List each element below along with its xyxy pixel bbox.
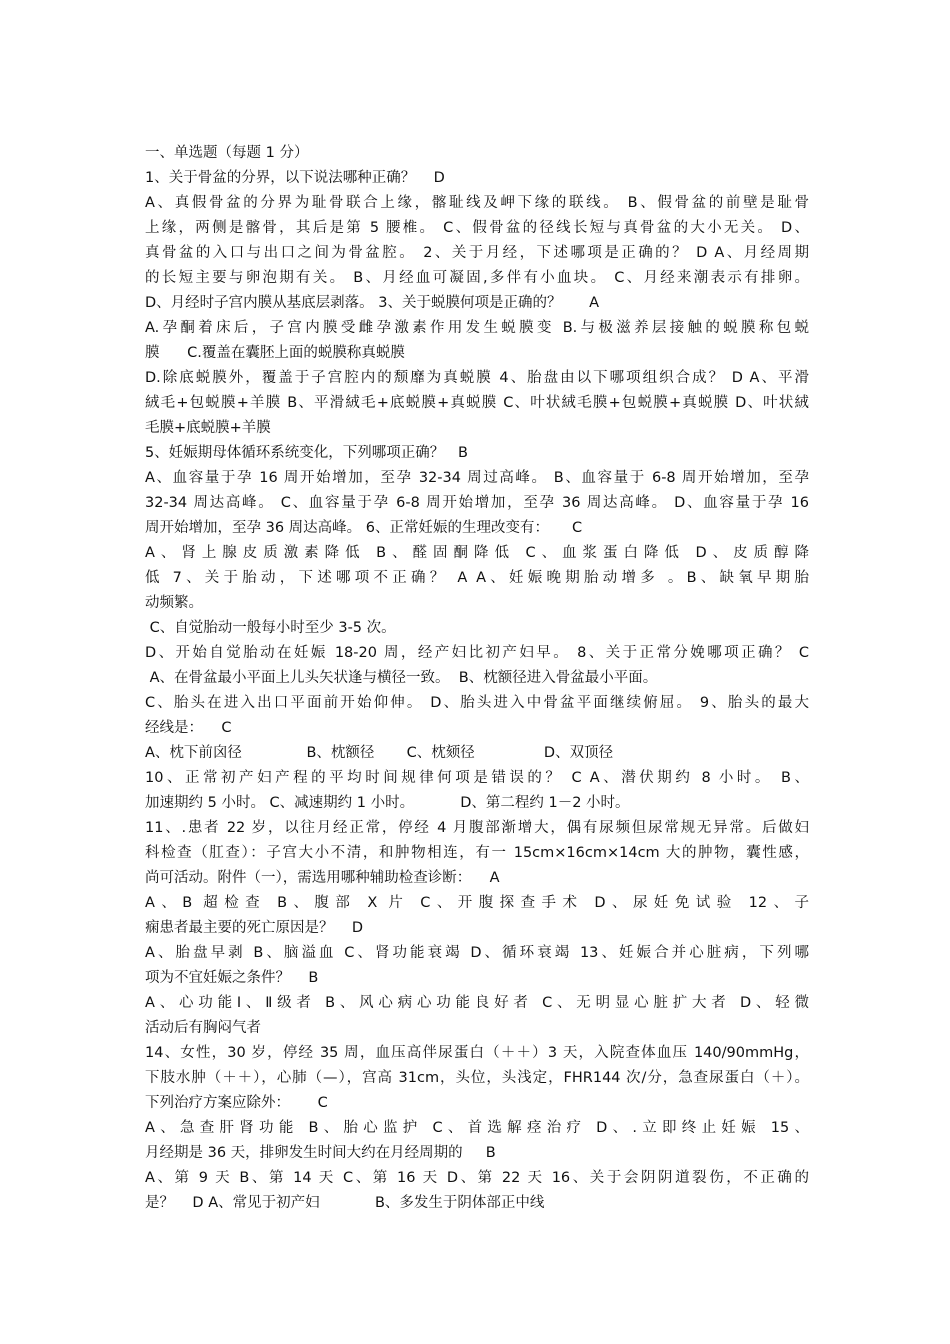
text-line: 月经期是 36 天，排卵发生时间大约在月经周期的 B — [145, 1145, 496, 1161]
text-line: C、胎头在进入出口平面前开始仰伸。 D、胎头进入中骨盆平面继续俯屈。 9、胎头的最大 — [145, 695, 809, 711]
text-line: 絨毛+包蜕膜+羊膜 B、平滑絨毛+底蜕膜+真蜕膜 C、叶状絨毛膜+包蜕膜+真蜕膜 D、叶状絨 — [145, 395, 809, 411]
text-line: 是？ D A、常见于初产妇 B、多发生于阴体部正中线 — [145, 1195, 545, 1211]
text-line: A、在骨盆最小平面上儿头矢状逢与横径一致。 B、枕额径进入骨盆最小平面。 — [145, 670, 658, 686]
text-line: 科检查（肛查）：子宫大小不清，和肿物相连，有一 15cm×16cm×14cm 大的肿物，囊性感， — [145, 845, 809, 861]
text-line: 活动后有胸闷气者 — [145, 1020, 261, 1036]
text-line: 32-34 周达高峰。 C、血容量于孕 6-8 周开始增加，至孕 36 周达高峰。 D、血容量于孕 16 — [145, 495, 809, 511]
text-line: D.除底蜕膜外，覆盖于子宫腔内的颓靡为真蜕膜 4、胎盘由以下哪项组织合成？ D A、平滑 — [145, 370, 809, 386]
text-line: A、真假骨盆的分界为耻骨联合上缘，髂耻线及岬下缘的联线。 B、假骨盆的前壁是耻骨 — [145, 195, 809, 211]
text-line: 毛膜+底蜕膜+羊膜 — [145, 420, 271, 436]
text-line: 动频繁。 — [145, 595, 203, 611]
text-line: A、第 9 天 B、第 14 天 C、第 16 天 D、第 22 天 16、关于会阴阴道裂伤，不正确的 — [145, 1170, 809, 1186]
text-line: 膜 C.覆盖在囊胚上面的蜕膜称真蜕膜 — [145, 345, 405, 361]
text-line: 经线是： C — [145, 720, 232, 736]
text-line: 的长短主要与卵泡期有关。 B、月经血可凝固,多伴有小血块。 C、月经来潮表示有排卵。 — [145, 270, 809, 286]
text-line: 上缘，两侧是髂骨，其后是第 5 腰椎。 C、假骨盆的径线长短与真骨盆的大小无关。 D、 — [145, 220, 809, 236]
text-line: 周开始增加，至孕 36 周达高峰。 6、正常妊娠的生理改变有： C — [145, 520, 583, 536]
text-line: 痫患者最主要的死亡原因是？ D — [145, 920, 364, 936]
text-line: 5、妊娠期母体循环系统变化，下列哪项正确？ B — [145, 445, 468, 461]
text-line: A、肾上腺皮质激素降低 B、醛固酮降低 C、血浆蛋白降低 D、皮质醇降 — [145, 545, 809, 561]
text-line: 11、.患者 22 岁，以往月经正常，停经 4 月腹部渐增大，偶有尿频但尿常规无异常。后做妇 — [145, 820, 809, 836]
text-line: D、月经时子宫内膜从基底层剥落。 3、关于蜕膜何项是正确的？ A — [145, 295, 600, 311]
document-body — [145, 141, 809, 1216]
text-line: 低 7、关于胎动，下述哪项不正确？ A A、妊娠晚期胎动增多 。B、缺氧早期胎 — [145, 570, 809, 586]
text-line: 14、女性，30 岁，停经 35 周，血压高伴尿蛋白（＋＋）3 天，入院查体血压 140/90mmHg， — [145, 1045, 809, 1061]
text-line: A、急查肝肾功能 B、胎心监护 C、首选解痉治疗 D、.立即终止妊娠 15、 — [145, 1120, 809, 1136]
text-line: A.孕酮着床后，子宫内膜受雌孕激素作用发生蜕膜变 B.与极滋养层接触的蜕膜称包蜕 — [145, 320, 809, 336]
text-line: 1、关于骨盆的分界，以下说法哪种正确？ D — [145, 170, 445, 186]
text-line: 下肢水肿（＋＋），心肺（—），宫高 31cm，头位，头浅定，FHR144 次/分，急查尿蛋白（＋）。 — [145, 1070, 809, 1086]
text-line: 加速期约 5 小时。 C、减速期约 1 小时。 D、第二程约 1－2 小时。 — [145, 795, 630, 811]
text-line: A、血容量于孕 16 周开始增加，至孕 32-34 周过高峰。 B、血容量于 6-8 周开始增加，至孕 — [145, 470, 809, 486]
text-line: 一、单选题（每题 1 分） — [145, 145, 309, 161]
text-line: A、胎盘早剥 B、脑溢血 C、肾功能衰竭 D、循环衰竭 13、妊娠合并心脏病，下列哪 — [145, 945, 809, 961]
text-line: A、B 超检查 B、腹部 X 片 C、开腹探查手术 D、尿妊免试验 12、子 — [145, 895, 809, 911]
text-line: 下列治疗方案应除外： C — [145, 1095, 328, 1111]
text-line: C、自觉胎动一般每小时至少 3-5 次。 — [145, 620, 396, 636]
text-line: 真骨盆的入口与出口之间为骨盆腔。 2、关于月经，下述哪项是正确的？ D A、月经周期 — [145, 245, 809, 261]
text-line: A、心功能Ⅰ、Ⅱ级者 B、风心病心功能良好者 C、无明显心脏扩大者 D、轻微 — [145, 995, 809, 1011]
text-line: 尚可活动。附件（一），需选用哪种辅助检查诊断： A — [145, 870, 500, 886]
text-line: D、开始自觉胎动在妊娠 18-20 周，经产妇比初产妇早。 8、关于正常分娩哪项正确？ C — [145, 645, 809, 661]
text-line: 项为不宜妊娠之条件？ B — [145, 970, 319, 986]
text-line: 10、正常初产妇产程的平均时间规律何项是错误的？ C A、潜伏期约 8 小时。 B、 — [145, 770, 809, 786]
text-line: A、枕下前囟径 B、枕额径 C、枕颏径 D、双顶径 — [145, 745, 614, 761]
